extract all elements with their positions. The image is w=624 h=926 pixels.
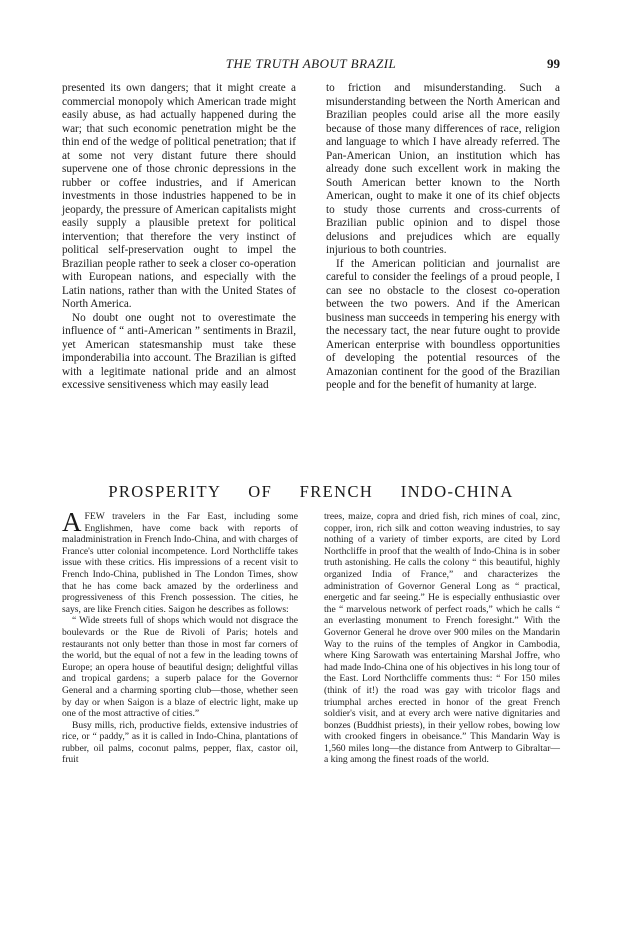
lead-paragraph-text: FEW travelers in the Far East, including some Englishmen, have come back with reports of maladministration in French Indo-China, and with charges of France's utter colonial incompetence. Lord Northcliffe takes issue with these critics. His impressions of a recent visit to French Indo-China, published in The London Times, show that he has come back amazed by the orderliness and progressiveness of this French possession. The cities, he says, are like French cities. Saigon he describes as follows: xyxy=(62,511,298,615)
lead-paragraph xyxy=(62,507,298,615)
page-number: 99 xyxy=(547,56,560,71)
paragraph: trees, maize, copra and dried fish, rich mines of coal, zinc, copper, iron, rich silk and cotton weaving industries, to say nothing of a variety of timber exports, are cited by Lord Northcliffe in proof that the wealth of Indo-China is in sober truth astonishing. He calls the colony “ this beautiful, highly organized India of France,” and characterizes the administration of Governor General Long as “ practical, energetic and far seeing.” He is especially enthusiastic over the “ marvelous network of perfect roads,” which he calls “ an everlasting monument to French foresight.” With the Governor General he drove over 900 miles on the Mandarin Way to the ruins of the temples of Angkor in Cambodia, where King Sarowath was entertaining Marshal Joffre, who had made Indo-China one of his objectives in his long tour of the East. Lord Northcliffe comments thus: “ For 150 miles (think of it!) the road was gay with tricolor flags and triumphal arches erected in honor of the great French soldier's visit, and at every arch were native dignitaries and bonzes (Buddhist priests), in their yellow robes, bowing low with crooked fingers in obeisance.” This Mandarin Way is 1,560 miles long—the distance from Antwerp to Gibraltar—a king among the finest roads of the world. xyxy=(324,511,560,766)
upper-left-column xyxy=(62,82,296,393)
upper-right-column xyxy=(326,82,560,393)
paragraph: Busy mills, rich, productive fields, extensive industries of rice, or “ paddy,” as it is called in Indo-China, plantations of rubber, oil palms, coconut palms, pepper, flax, castor oil, fruit xyxy=(62,719,298,766)
lower-left-column xyxy=(62,507,298,766)
paragraph: No doubt one ought not to overestimate the influence of “ anti-American ” sentiments in Brazil, yet American statesmanship must take these imponderabilia into account. The Brazilian is gifted with a legitimate national pride and an almost excessive sensitiveness which may easily lead xyxy=(62,311,296,391)
lower-right-column xyxy=(324,511,560,766)
running-head xyxy=(62,56,560,72)
drop-cap: A xyxy=(62,507,82,537)
running-title: THE TRUTH ABOUT BRAZIL xyxy=(225,56,397,71)
paragraph: presented its own dangers; that it might create a commercial monopoly which American trade might easily abuse, as had actually happened during the war; that such economic penetration might be the thin end of the wedge of political penetration; that if at some not very distant future there should supervene one of those chronic depressions in the rubber or coffee industries, and if American investments in those industries happened to be in jeopardy, the pressure of American capitalists might easily supply a plausible pretext for political intervention; that therefore the very instinct of political self-preservation ought to impel the Brazilian people rather to seek a closer co-operation with European nations, and especially with the Latin nations, rather than with the United States of North America. xyxy=(62,82,296,310)
paragraph: to friction and misunderstanding. Such a misunderstanding between the North American and Brazilian peoples could arise all the more easily because of those many differences of race, religion and language to which I have already referred. The Pan-American Union, an institution which has already done such excellent work in making the South American better known to the North American, ought to make it one of its chief objects to study those currents and cross-currents of Brazilian public opinion and to dispel those delusions and prejudices which are equally injurious to both countries. xyxy=(326,82,560,256)
paragraph: If the American politician and journalist are careful to consider the feelings of a proud people, I can see no obstacle to the closest co-operation between the two powers. And if the American business man succeeds in tempering his energy with the necessary tact, the near future ought to provide American enterprise with boundless opportunities of developing the potential resources of the Amazonian continent for the good of the Brazilian people and for the benefit of humanity at large. xyxy=(326,257,560,391)
paragraph: “ Wide streets full of shops which would not disgrace the boulevards or the Rue de Rivoli of Paris; hotels and restaurants not only better than those in most far corners of the world, but the equal of not a few in the leading towns of Europe; an opera house of beautiful design; delightful villas and tropical gardens; a superb palace for the Governor General and a charming sporting club—those, whether seen by day or when Saigon is a blaze of electric light, make up one of the most attractive of cities.” xyxy=(62,615,298,720)
article-title: PROSPERITY OF FRENCH INDO-CHINA xyxy=(108,482,514,501)
